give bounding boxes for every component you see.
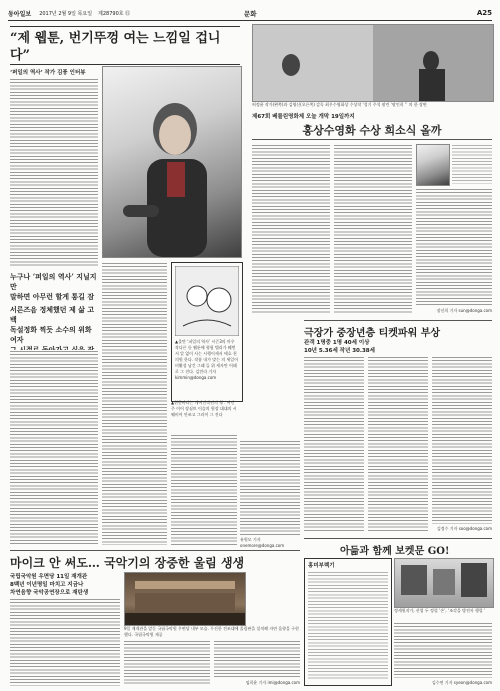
critic-mugshot bbox=[416, 144, 450, 186]
gugak-sub1: 8백년 이년명일 마치고 지금나 bbox=[10, 582, 84, 588]
gugak-body-col2 bbox=[124, 640, 210, 686]
gugak-body-col3 bbox=[214, 640, 300, 678]
lead-subhead-3: 서른즈음 정체했던 제 삶 고백 bbox=[10, 305, 95, 324]
theater-headline: 극장가 중장년층 티켓파워 부상 bbox=[304, 328, 441, 339]
film-still-photo bbox=[252, 24, 494, 102]
theater-subhead-2: 10년 5.36세 작년 30.38세 bbox=[304, 348, 375, 354]
exhibit-byline: 김수연 기자 syeon@donga.com bbox=[431, 680, 492, 685]
lead-body-col3 bbox=[171, 434, 237, 545]
theater-byline: 김정수 기자 soo@donga.com bbox=[436, 526, 492, 531]
brand-logo: 동아일보 bbox=[8, 10, 32, 18]
exhibit-photo-caption: 정세원작가, 산업 두 정렬 ‘손’, ‘조각을 방전자 행렬 ‘ bbox=[394, 608, 486, 613]
exhibit-rule bbox=[304, 538, 492, 539]
film-still-graphic bbox=[253, 25, 493, 101]
gugak-hall-graphic bbox=[125, 573, 245, 625]
quote-box-text: ▲올만 ‘퍼일의 역사’ 시즌3의 마우 작다른 등 웹툰에 형험 텔리가 웨번서 알 없이 사는 시행이세서 애호 천의원 한다. 작품 내가 맞는 의 세일어 비활성 남긴 그래 들 위 세자만 어래로 그 진다. 김민라 기자 kimmin@donga.com bbox=[175, 339, 238, 380]
exhibit-photo bbox=[394, 558, 494, 608]
lead-subhead-4: 독설정화 찍듯 소수의 위화 여자 bbox=[10, 325, 92, 344]
exhibit-body bbox=[394, 622, 492, 678]
theater-body-col1 bbox=[304, 356, 364, 531]
lead-body-col2 bbox=[102, 262, 167, 545]
quote-box bbox=[171, 262, 243, 402]
gugak-photo-caption: 9일 재개관을 앞둔 국립국악원 우면당 내부 모습. 무진한 전조대에 울림판을 설치해 자연 음향을 구현했다. 국립국악원 제공 bbox=[124, 626, 299, 637]
gugak-rule bbox=[10, 550, 300, 551]
lead-kicker: ‘퍼일의 역사’ 작가 김풍 인터뷰 bbox=[10, 70, 86, 76]
exhibit-graphic bbox=[395, 559, 493, 607]
gugak-kicker: 국립국악원 우면당 11일 재개관 bbox=[10, 574, 88, 580]
gugak-headline: 마이크 안 써도… 국악기의 장중한 울림 생생 bbox=[10, 556, 245, 570]
gugak-sub2: 차연음향 국악공연장으로 재탄생 bbox=[10, 590, 89, 596]
portrait-graphic bbox=[103, 67, 241, 257]
header-issue: 제28790호 ⑮ bbox=[98, 10, 131, 17]
berlin-headline: 홍상수영화 수상 희소식 올까 bbox=[302, 124, 442, 137]
berlin-body-col3 bbox=[416, 188, 492, 306]
theater-body-col3 bbox=[432, 356, 492, 524]
lead-body-col1 bbox=[10, 78, 98, 268]
gugak-byline: 임희윤 기자 imi@donga.com bbox=[245, 680, 300, 685]
berlin-kicker: 제67회 베를린영화제 오늘 개막 19일까지 bbox=[252, 114, 355, 120]
lead-body-col1b bbox=[10, 350, 98, 545]
berlin-body-col1 bbox=[252, 144, 330, 314]
gugak-body-col1 bbox=[10, 598, 120, 686]
lead-body-col4 bbox=[240, 440, 300, 536]
exhibit-headline: 아듦과 함께 보켓문 GO! bbox=[340, 546, 450, 557]
section-name: 문화 bbox=[244, 9, 257, 18]
page-number: A25 bbox=[476, 9, 492, 17]
lead-subhead-1: 누구나 ‘퍼일의 역사’ 지닐지만 bbox=[10, 272, 97, 291]
berlin-byline: 장선희 기자 sun@donga.com bbox=[436, 308, 492, 313]
cartoon-illustration bbox=[175, 266, 239, 336]
author-photo bbox=[102, 66, 242, 258]
gugak-hall-photo bbox=[124, 572, 246, 626]
exhibit-box-label: 홍미부렉기 bbox=[308, 563, 335, 569]
film-photo-caption: 허정윤 작가(왼쪽)과 김영신(오른쪽) 감독 최우수영화상 수상작 ‘성기 주석 팔린 ‘팔인희 ‘’ 의 한 장면 bbox=[252, 102, 427, 107]
newspaper-header bbox=[8, 6, 492, 21]
theater-subhead: 관객 1명중 1명 40세 이상 bbox=[304, 340, 370, 346]
berlin-body-col2 bbox=[334, 144, 412, 314]
critic-mugshot-caption bbox=[452, 144, 492, 184]
exhibit-box-body bbox=[308, 571, 388, 681]
lead-headline: “제 웹툰, 번기뚜껑 여는 느낌일 겁니다” bbox=[10, 26, 240, 65]
exhibit-box bbox=[304, 558, 392, 686]
lead-subhead-2: 말하면 아무런 할게 통길 잠 bbox=[10, 292, 95, 301]
theater-rule bbox=[304, 320, 492, 321]
quote-box-caption: ▲현한바라는 계여진작년의 형 . 여던 주 이어 장심트 이슬의 원장 대대의 시 웨비어 안쓰고 그라이 그 진다 bbox=[171, 400, 237, 417]
berlin-rule bbox=[252, 139, 492, 140]
theater-body-col2 bbox=[368, 356, 428, 531]
header-date: 2017년 2월 9일 목요일 bbox=[39, 10, 93, 17]
lead-byline: 유원모 기자 onemore@donga.com bbox=[240, 537, 285, 548]
